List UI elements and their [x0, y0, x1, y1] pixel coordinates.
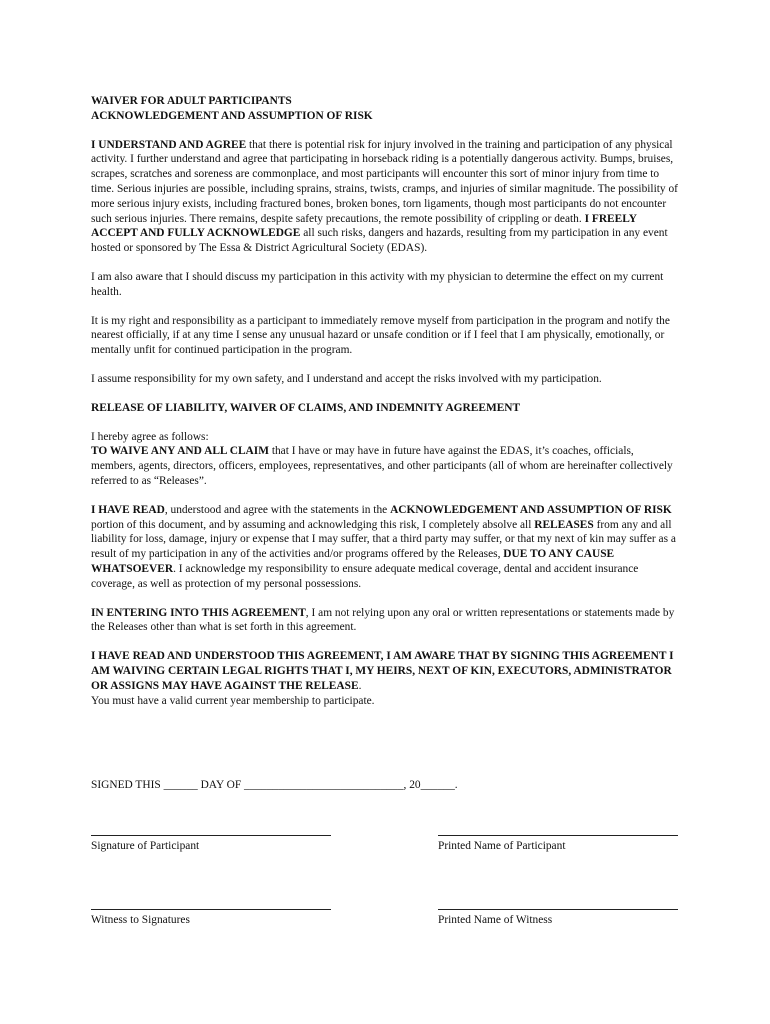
signed-date-line: SIGNED THIS ______ DAY OF ____________________________, 20______.	[91, 779, 458, 791]
text-final-acknowledgement	[91, 649, 681, 693]
heading-title: WAIVER FOR ADULT PARTICIPANTS	[91, 95, 292, 107]
witness-signature-label: Witness to Signatures	[91, 914, 190, 926]
text-have-read-3: from any and all liability for loss, damage, injury or expense that I may suffer, that a third party may suffer, or that my next of kin may suffer as a result of my participation in any of the activities and/or programs offered by the Releases,	[91, 518, 676, 561]
witness-signature-block	[91, 909, 331, 926]
participant-printed-block	[438, 835, 678, 852]
witness-signature-line[interactable]	[91, 909, 331, 910]
paragraph-physician: I am also aware that I should discuss my participation in this activity with my physician to determine the effect on my current health.	[91, 270, 664, 298]
bold-final-acknowledgement: I HAVE READ AND UNDERSTOOD THIS AGREEMENT, I AM AWARE THAT BY SIGNING THIS AGREEMENT I AM WAIVING CERTAIN LEGAL RIGHTS THAT I, MY HEIRS, NEXT OF KIN, EXECUTORS, ADMINISTRATOR OR ASSIGNS MAY HAVE AGAINST THE RELEASE	[91, 650, 674, 692]
participant-printed-line[interactable]	[438, 835, 678, 836]
paragraph-assume-responsibility: I assume responsibility for my own safety, and I understand and accept the risks involved with my participation.	[91, 372, 602, 385]
text-risk-description: that there is potential risk for injury involved in the training and participation of any physical activity. I further understand and agree that participating in horseback riding is a potentially dangerous activity. Bumps, bruises, scrapes, scratches and soreness are commonplace, and most participants will encounter this sort of minor injury from time to time. Serious injuries are possible, including sprains, strains, twists, cramps, and injuries of similar magnitude. The possibility of more serious injury exists, including fractured bones, broken bones, torn ligaments, though most participants do not encounter such serious injuries. There remains, despite safety precautions, the remote possibility of crippling or death.	[91, 138, 678, 225]
text-claims-detail: that I have or may have in future have against the EDAS, it’s coaches, officials, members, agents, directors, officers, employees, representatives, and other participants (all of whom are hereinafter collectively referred to as “Releases”.	[91, 445, 673, 487]
text-final-period: .	[358, 679, 362, 692]
paragraph-have-read	[91, 503, 681, 592]
paragraph-waive-claims	[91, 430, 681, 489]
participant-signature-line[interactable]	[91, 835, 331, 836]
participant-signature-label: Signature of Participant	[91, 840, 200, 852]
text-entering-agreement: , I am not relying upon any oral or written representations or statements made by the Releases other than what is set forth in this agreement.	[91, 606, 675, 634]
participant-printed-label: Printed Name of Participant	[438, 840, 566, 852]
witness-printed-block	[438, 909, 678, 926]
bold-waive-claims: TO WAIVE ANY AND ALL CLAIM	[91, 445, 269, 458]
bold-entering-agreement: IN ENTERING INTO THIS AGREEMENT	[91, 606, 306, 619]
bold-freely-accept: I FREELY ACCEPT AND FULLY ACKNOWLEDGE	[91, 212, 637, 240]
waiver-body	[91, 94, 681, 708]
text-hereby-agree: I hereby agree as follows:	[91, 430, 209, 443]
text-have-read-4: . I acknowledge my responsibility to ensure adequate medical coverage, dental and accident insurance coverage, as well as protection of my personal possessions.	[91, 562, 639, 590]
text-membership-note: You must have a valid current year membership to participate.	[91, 694, 375, 707]
witness-printed-line[interactable]	[438, 909, 678, 910]
bold-any-cause: DUE TO ANY CAUSE WHATSOEVER	[91, 548, 615, 575]
witness-printed-label: Printed Name of Witness	[438, 914, 553, 926]
text-risk-acceptance: all such risks, dangers and hazards, resulting from my participation in any event hosted or sponsored by The Essa & District Agricultural Society (EDAS).	[91, 227, 668, 255]
paragraph-entering-agreement	[91, 606, 681, 636]
participant-signature-block	[91, 835, 331, 852]
text-have-read-1: , understood and agree with the statements in the	[164, 503, 391, 516]
paragraph-right-responsibility: It is my right and responsibility as a participant to immediately remove myself from participation in the program and notify the nearest officially, if at any time I sense any unusual hazard or unsafe condition or if I feel that I am physically, emotionally, or mentally unfit for continued participation in the program.	[91, 314, 670, 357]
bold-ack-assumption: ACKNOWLEDGEMENT AND ASSUMPTION OF RISK	[390, 503, 672, 516]
bold-releases: RELEASES	[534, 518, 594, 531]
release-heading: RELEASE OF LIABILITY, WAIVER OF CLAIMS, AND INDEMNITY AGREEMENT	[91, 401, 521, 414]
paragraph-understand-agree	[91, 138, 681, 256]
paragraph-final-acknowledgement	[91, 649, 681, 708]
text-waive-claims	[91, 444, 681, 488]
signature-row-witness	[91, 909, 681, 949]
text-have-read-2: portion of this document, and by assuming and acknowledging this risk, I completely absolve all	[91, 518, 535, 531]
heading-subtitle: ACKNOWLEDGEMENT AND ASSUMPTION OF RISK	[91, 109, 373, 122]
signature-row-participant	[91, 835, 681, 875]
bold-have-read: I HAVE READ	[91, 503, 165, 516]
bold-understand-agree: I UNDERSTAND AND AGREE	[91, 138, 247, 151]
